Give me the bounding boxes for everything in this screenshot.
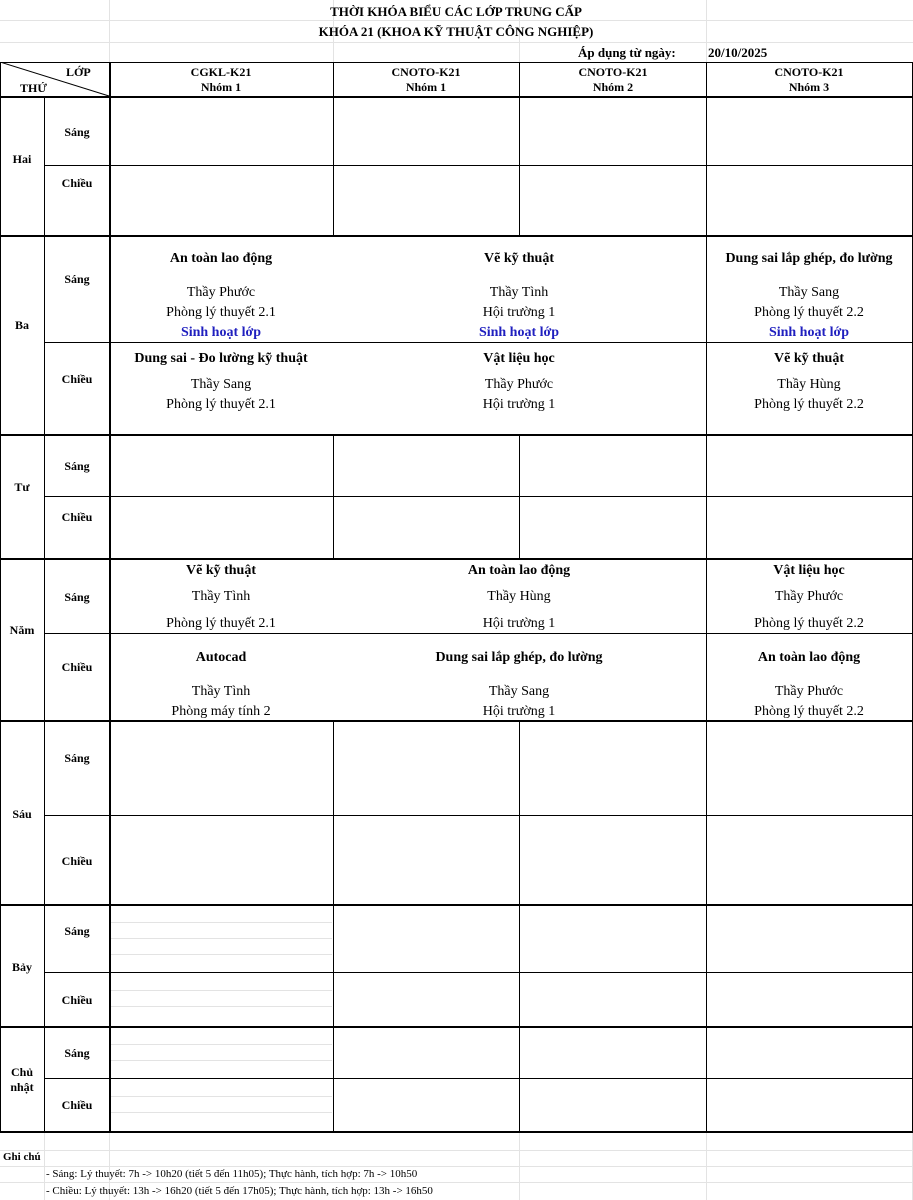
day-label-chu: Chủ [10,1065,34,1079]
teacher-name: Thầy Sang [488,684,550,699]
room-name: Hội trường 1 [482,704,556,719]
day-label-bay: Bảy [11,960,33,974]
session-label: Sáng [64,590,90,604]
session-label: Chiều [61,176,93,190]
subject-title: Vẽ kỹ thuật [483,251,555,266]
subject-title: An toàn lao động [757,650,861,665]
subject-title: Vẽ kỹ thuật [185,563,257,578]
session-label: Sáng [64,924,90,938]
subject-title: Vật liệu học [483,351,555,366]
session-label: Sáng [64,459,90,473]
day-header-label: THỨ [20,81,47,95]
notes-label: Ghi chú [3,1151,41,1163]
teacher-name: Thầy Tình [489,285,549,300]
day-label-hai: Hai [12,152,32,166]
note-line-afternoon: - Chiều: Lý thuyết: 13h -> 16h20 (tiết 5 đến 17h05); Thực hành, tích hợp: 13h -> 16h50 [46,1185,433,1197]
room-name: Phòng máy tính 2 [171,704,271,719]
subject-title: An toàn lao động [467,563,571,578]
room-name: Phòng lý thuyết 2.1 [166,397,276,412]
session-label: Chiều [61,993,93,1007]
room-name: Phòng lý thuyết 2.2 [754,616,864,631]
session-label: Chiều [61,854,93,868]
room-name: Hội trường 1 [482,305,556,320]
teacher-name: Thầy Phước [774,684,844,699]
apply-date-value: 20/10/2025 [708,45,768,60]
session-label: Chiều [61,510,93,524]
teacher-name: Thầy Tình [191,589,251,604]
room-name: Phòng lý thuyết 2.2 [754,704,864,719]
page-title: THỜI KHÓA BIỂU CÁC LỚP TRUNG CẤP [330,4,582,19]
room-name: Phòng lý thuyết 2.2 [754,397,864,412]
session-label: Sáng [64,272,90,286]
teacher-name: Thầy Phước [186,285,256,300]
room-name: Phòng lý thuyết 2.1 [166,305,276,320]
subject-title: Vật liệu học [773,563,845,578]
class-activity-note: Sinh hoạt lớp [768,325,850,340]
room-name: Hội trường 1 [482,616,556,631]
note-line-morning: - Sáng: Lý thuyết: 7h -> 10h20 (tiết 5 đến 11h05); Thực hành, tích hợp: 7h -> 10h50 [46,1168,418,1180]
session-label: Chiều [61,372,93,386]
day-label-tu: Tư [14,480,30,494]
session-label: Sáng [64,751,90,765]
header-diagonal [0,62,110,97]
subject-title: Dung sai lắp ghép, đo lường [725,251,893,266]
session-label: Chiều [61,1098,93,1112]
room-name: Phòng lý thuyết 2.2 [754,305,864,320]
class-name-3: CNOTO-K21 [578,65,648,79]
teacher-name: Thầy Phước [484,377,554,392]
teacher-name: Thầy Tình [191,684,251,699]
class-name-2: CNOTO-K21 [391,65,461,79]
class-name-4: CNOTO-K21 [774,65,844,79]
teacher-name: Thầy Hùng [487,589,551,604]
session-label: Sáng [64,125,90,139]
class-group-2: Nhóm 1 [405,80,447,94]
class-group-3: Nhóm 2 [592,80,634,94]
class-name-1: CGKL-K21 [190,65,252,79]
class-group-4: Nhóm 3 [788,80,830,94]
room-name: Hội trường 1 [482,397,556,412]
day-label-nhat: nhật [10,1080,34,1094]
day-label-nam: Năm [9,623,35,637]
class-activity-note: Sinh hoạt lớp [478,325,560,340]
apply-date-label: Áp dụng từ ngày: [578,45,676,60]
teacher-name: Thầy Hùng [777,377,841,392]
room-name: Phòng lý thuyết 2.1 [166,616,276,631]
page-subtitle: KHÓA 21 (KHOA KỸ THUẬT CÔNG NGHIỆP) [318,24,594,39]
subject-title: Vẽ kỹ thuật [773,351,845,366]
class-activity-note: Sinh hoạt lớp [180,325,262,340]
day-label-sau: Sáu [12,807,32,821]
subject-title: Dung sai lắp ghép, đo lường [435,650,603,665]
day-label-ba: Ba [14,318,30,332]
subject-title: An toàn lao động [169,251,273,266]
session-label: Sáng [64,1046,90,1060]
subject-title: Autocad [195,650,247,665]
teacher-name: Thầy Sang [190,377,252,392]
subject-title: Dung sai - Đo lường kỹ thuật [134,351,308,366]
class-header-label: LỚP [66,65,91,79]
session-label: Chiều [61,660,93,674]
teacher-name: Thầy Sang [778,285,840,300]
class-group-1: Nhóm 1 [200,80,242,94]
teacher-name: Thầy Phước [774,589,844,604]
